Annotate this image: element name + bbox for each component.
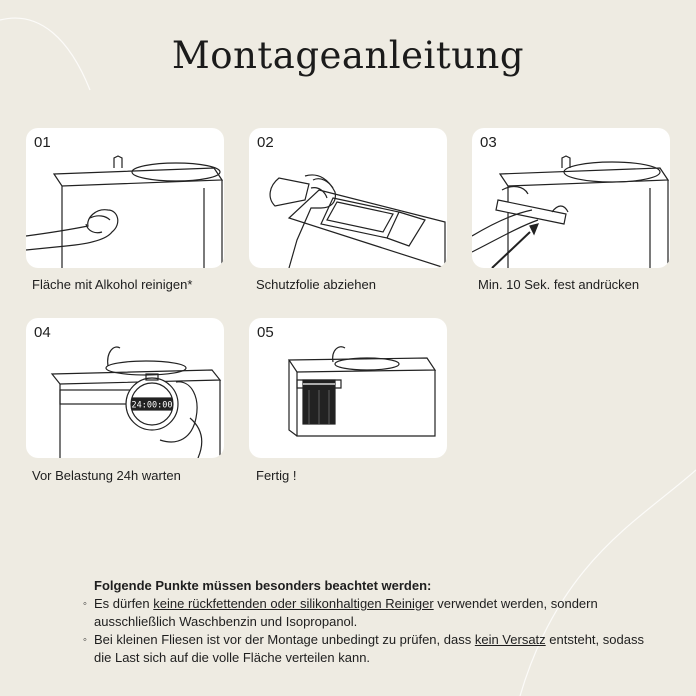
step-card-01 xyxy=(26,128,224,268)
note-text: Es dürfen xyxy=(94,596,154,611)
step-number: 03 xyxy=(480,134,497,151)
note-text: Bei kleinen Fliesen ist vor der Montage unbedingt zu prüfen, dass xyxy=(94,632,475,647)
important-notes xyxy=(84,577,644,667)
peel-film-icon xyxy=(249,128,447,268)
note-link-offset[interactable]: kein Versatz xyxy=(474,632,546,647)
step-caption-05: Fertig ! xyxy=(256,468,297,483)
note-item-2 xyxy=(84,631,644,667)
step-caption-02: Schutzfolie abziehen xyxy=(256,277,376,292)
stopwatch-icon xyxy=(26,318,224,458)
note-text: entsteht, sodass die Last sich auf die volle Fläche verteilen kann. xyxy=(94,632,644,665)
step-card-03 xyxy=(472,128,670,268)
cleaning-hand-icon xyxy=(26,128,224,268)
step-card-04 xyxy=(26,318,224,458)
timer-readout: 24:00:00 xyxy=(131,400,173,411)
step-caption-04: Vor Belastung 24h warten xyxy=(32,468,181,483)
towel-rail-done-icon xyxy=(249,318,447,458)
step-card-05 xyxy=(249,318,447,458)
step-card-02 xyxy=(249,128,447,268)
step-number: 04 xyxy=(34,324,51,341)
step-caption-01: Fläche mit Alkohol reinigen* xyxy=(32,277,193,292)
step-caption-03: Min. 10 Sek. fest andrücken xyxy=(478,277,640,292)
press-holder-icon xyxy=(472,128,670,268)
note-link-cleaners[interactable]: keine rückfettenden oder silikonhaltigen Reiniger xyxy=(153,596,434,611)
page-title: Montageanleitung xyxy=(171,34,525,77)
bullet-icon: ◦ xyxy=(83,598,87,610)
bullet-icon: ◦ xyxy=(83,634,87,646)
note-text: verwendet werden, sondern ausschließlich Waschbenzin und Isopropanol. xyxy=(94,596,598,629)
note-item-1 xyxy=(84,595,644,631)
step-number: 02 xyxy=(257,134,274,151)
notes-list xyxy=(84,595,644,667)
step-number: 05 xyxy=(257,324,274,341)
step-number: 01 xyxy=(34,134,51,151)
notes-heading: Folgende Punkte müssen besonders beachtet werden: xyxy=(94,578,432,593)
